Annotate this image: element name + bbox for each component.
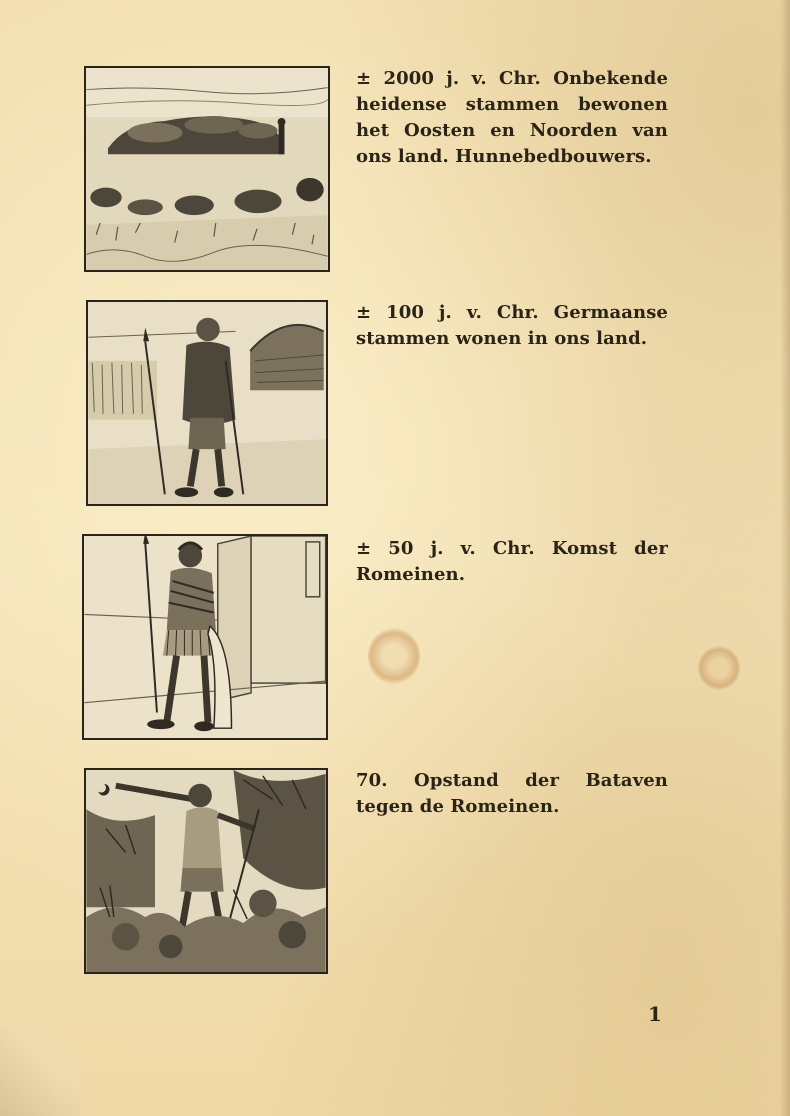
caption-entry-1: ± 2000 j. v. Chr. Onbekende heidense stammen bewonen het Oosten en Noorden van ons land. Hunnebedbouwers. (356, 68, 668, 167)
caption-entry-2: ± 100 j. v. Chr. Germaanse stammen wonen in ons land. (356, 302, 668, 349)
caption-entry-4: 70. Opstand der Bataven tegen de Romeinen. (356, 770, 668, 817)
page-number: 1 (648, 1002, 662, 1026)
page-edge-shadow (780, 0, 790, 1116)
illustration-batavian-revolt (84, 768, 328, 974)
corner-wear (0, 1026, 80, 1116)
illustration-germanic-warrior (86, 300, 328, 506)
illustration-roman-soldier (82, 534, 328, 740)
roman-soldier-drawing (84, 536, 326, 738)
germanic-warrior-drawing (88, 302, 326, 504)
stain-mark (698, 646, 740, 690)
hunebed-drawing (86, 68, 328, 270)
illustration-hunebed (84, 66, 330, 272)
batavian-revolt-drawing (86, 770, 326, 972)
caption-entry-3: ± 50 j. v. Chr. Komst der Romeinen. (356, 538, 668, 585)
stain-mark (368, 628, 420, 684)
